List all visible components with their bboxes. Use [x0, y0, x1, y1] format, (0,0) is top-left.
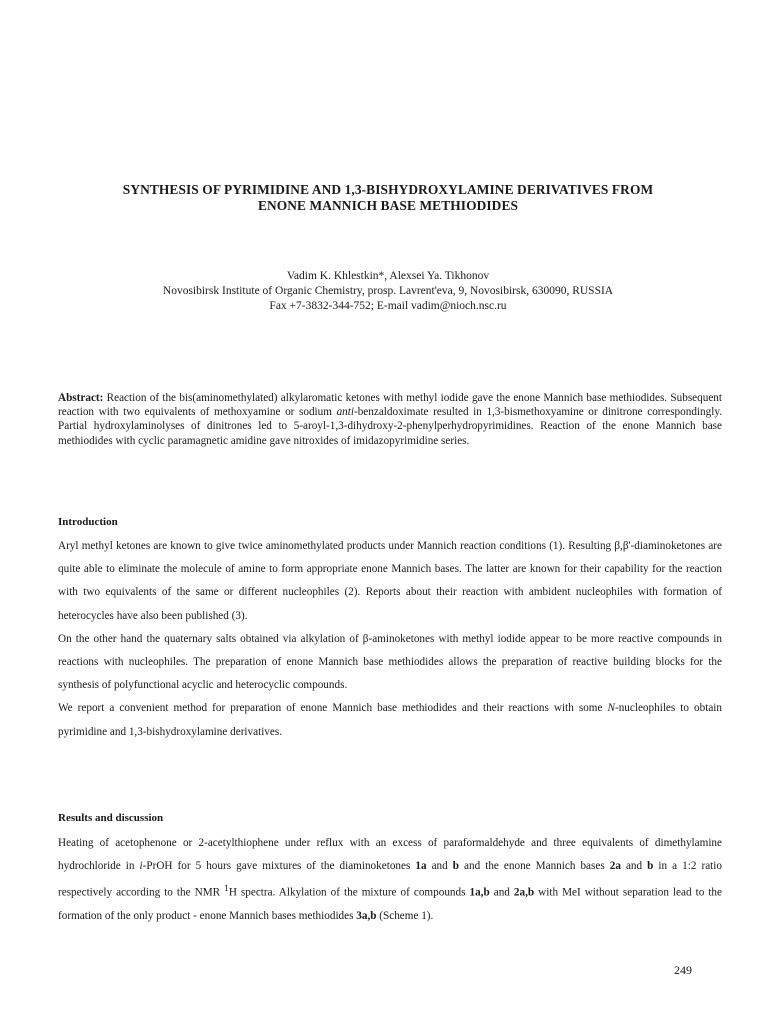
results-text-10: (Scheme 1).: [376, 910, 434, 923]
results-i-pr: i: [139, 860, 143, 873]
abstract: [58, 391, 722, 448]
compound-1a: 1a: [415, 860, 427, 873]
compound-2a: 2a: [609, 860, 621, 873]
results-text-8: and: [489, 887, 514, 900]
introduction-body: [58, 535, 722, 744]
page-number: 249: [674, 963, 692, 977]
results-heading: Results and discussion: [58, 812, 164, 824]
results-text-5: and: [620, 860, 648, 873]
compound-2b: b: [647, 860, 654, 873]
results-body: [58, 832, 722, 929]
abstract-anti: anti: [336, 406, 354, 419]
results-text-7: H spectra. Alkylation of the mixture of compounds: [228, 887, 470, 900]
intro-paragraph-2: On the other hand the quaternary salts obtained via alkylation of β-aminoketones with methyl iodide appear to be more reactive compounds in reactions with nucleophiles. The preparation of enone Mannich base methiodides allows the preparation of reactive building blocks for the synthesis of polyfunctional acyclic and heterocyclic compounds.: [58, 632, 722, 692]
compound-2ab: 2a,b: [513, 887, 535, 900]
intro-paragraph-1: Aryl methyl ketones are known to give twice aminomethylated products under Mannich reaction conditions (1). Resulting β,β'-diaminoketones are quite able to eliminate the molecule of amine to form appropriate enone Mannich bases. The latter are known for their capability for the reaction with two equivalents of the same or different nucleophiles (2). Reports about their reaction with ambident nucleophiles with formation of heterocycles have also been published (3).: [58, 540, 722, 622]
results-text-9: with MeI without separation lead to the formation of the only product - enone Mannich bases methiodides: [58, 887, 722, 923]
compound-1b: b: [452, 860, 459, 873]
abstract-text-b: -benzaldoximate resulted in 1,3-bismethoxyamine or dinitrone correspondingly. Partial hydroxylaminolyses of dinitrones led to 5-aroyl-1,3-dihydroxy-2-phenylperhydropyrimidines. Reaction of the enone Mannich base methiodides with cyclic paramagnetic amidine gave nitroxides of imidazopyrimidine series.: [58, 406, 722, 447]
abstract-label: Abstract:: [58, 392, 104, 404]
introduction-heading: Introduction: [58, 516, 118, 528]
results-text-1: Heating of acetophenone or 2-acetylthiophene under reflux with an excess of paraformaldehyde and three equivalents of dimethylamine hydrochloride in: [58, 837, 722, 873]
title-line-1: SYNTHESIS OF PYRIMIDINE AND 1,3-BISHYDROXYLAMINE DERIVATIVES FROM: [122, 182, 654, 197]
results-text-6: in a 1:2 ratio respectively according to the NMR: [58, 860, 722, 900]
contact-info: Fax +7-3832-344-752; E-mail vadim@nioch.nsc.ru: [269, 300, 507, 312]
intro-p3-n: N: [607, 702, 615, 715]
results-text-4: and the enone Mannich bases: [459, 860, 610, 873]
results-text-3: and: [426, 860, 453, 873]
compound-1ab: 1a,b: [469, 887, 490, 900]
abstract-text-a: Reaction of the bis(aminomethylated) alkylaromatic ketones with methyl iodide gave the enone Mannich base methiodides. Subsequent reaction with two equivalents of methoxyamine or sodium: [58, 392, 722, 419]
title-line-2: ENONE MANNICH BASE METHIODIDES: [257, 198, 519, 213]
results-text-2: -PrOH for 5 hours gave mixtures of the diaminoketones: [142, 860, 416, 873]
results-paragraph-1: [58, 832, 722, 929]
intro-p3-a: We report a convenient method for preparation of enone Mannich base methiodides and their reactions with some: [58, 702, 608, 715]
nmr-superscript: 1: [224, 884, 229, 895]
paper-title: [60, 182, 716, 214]
authors: Vadim K. Khlestkin*, Alexsei Ya. Tikhonov: [286, 270, 490, 282]
intro-p3-b: -nucleophiles to obtain pyrimidine and 1,3-bishydroxylamine derivatives.: [58, 702, 722, 738]
intro-paragraph-3: [58, 697, 722, 743]
compound-3ab: 3a,b: [356, 910, 377, 923]
author-block: [60, 269, 716, 314]
affiliation: Novosibirsk Institute of Organic Chemistry, prosp. Lavrent'eva, 9, Novosibirsk, 630090, RUSSIA: [162, 285, 614, 297]
